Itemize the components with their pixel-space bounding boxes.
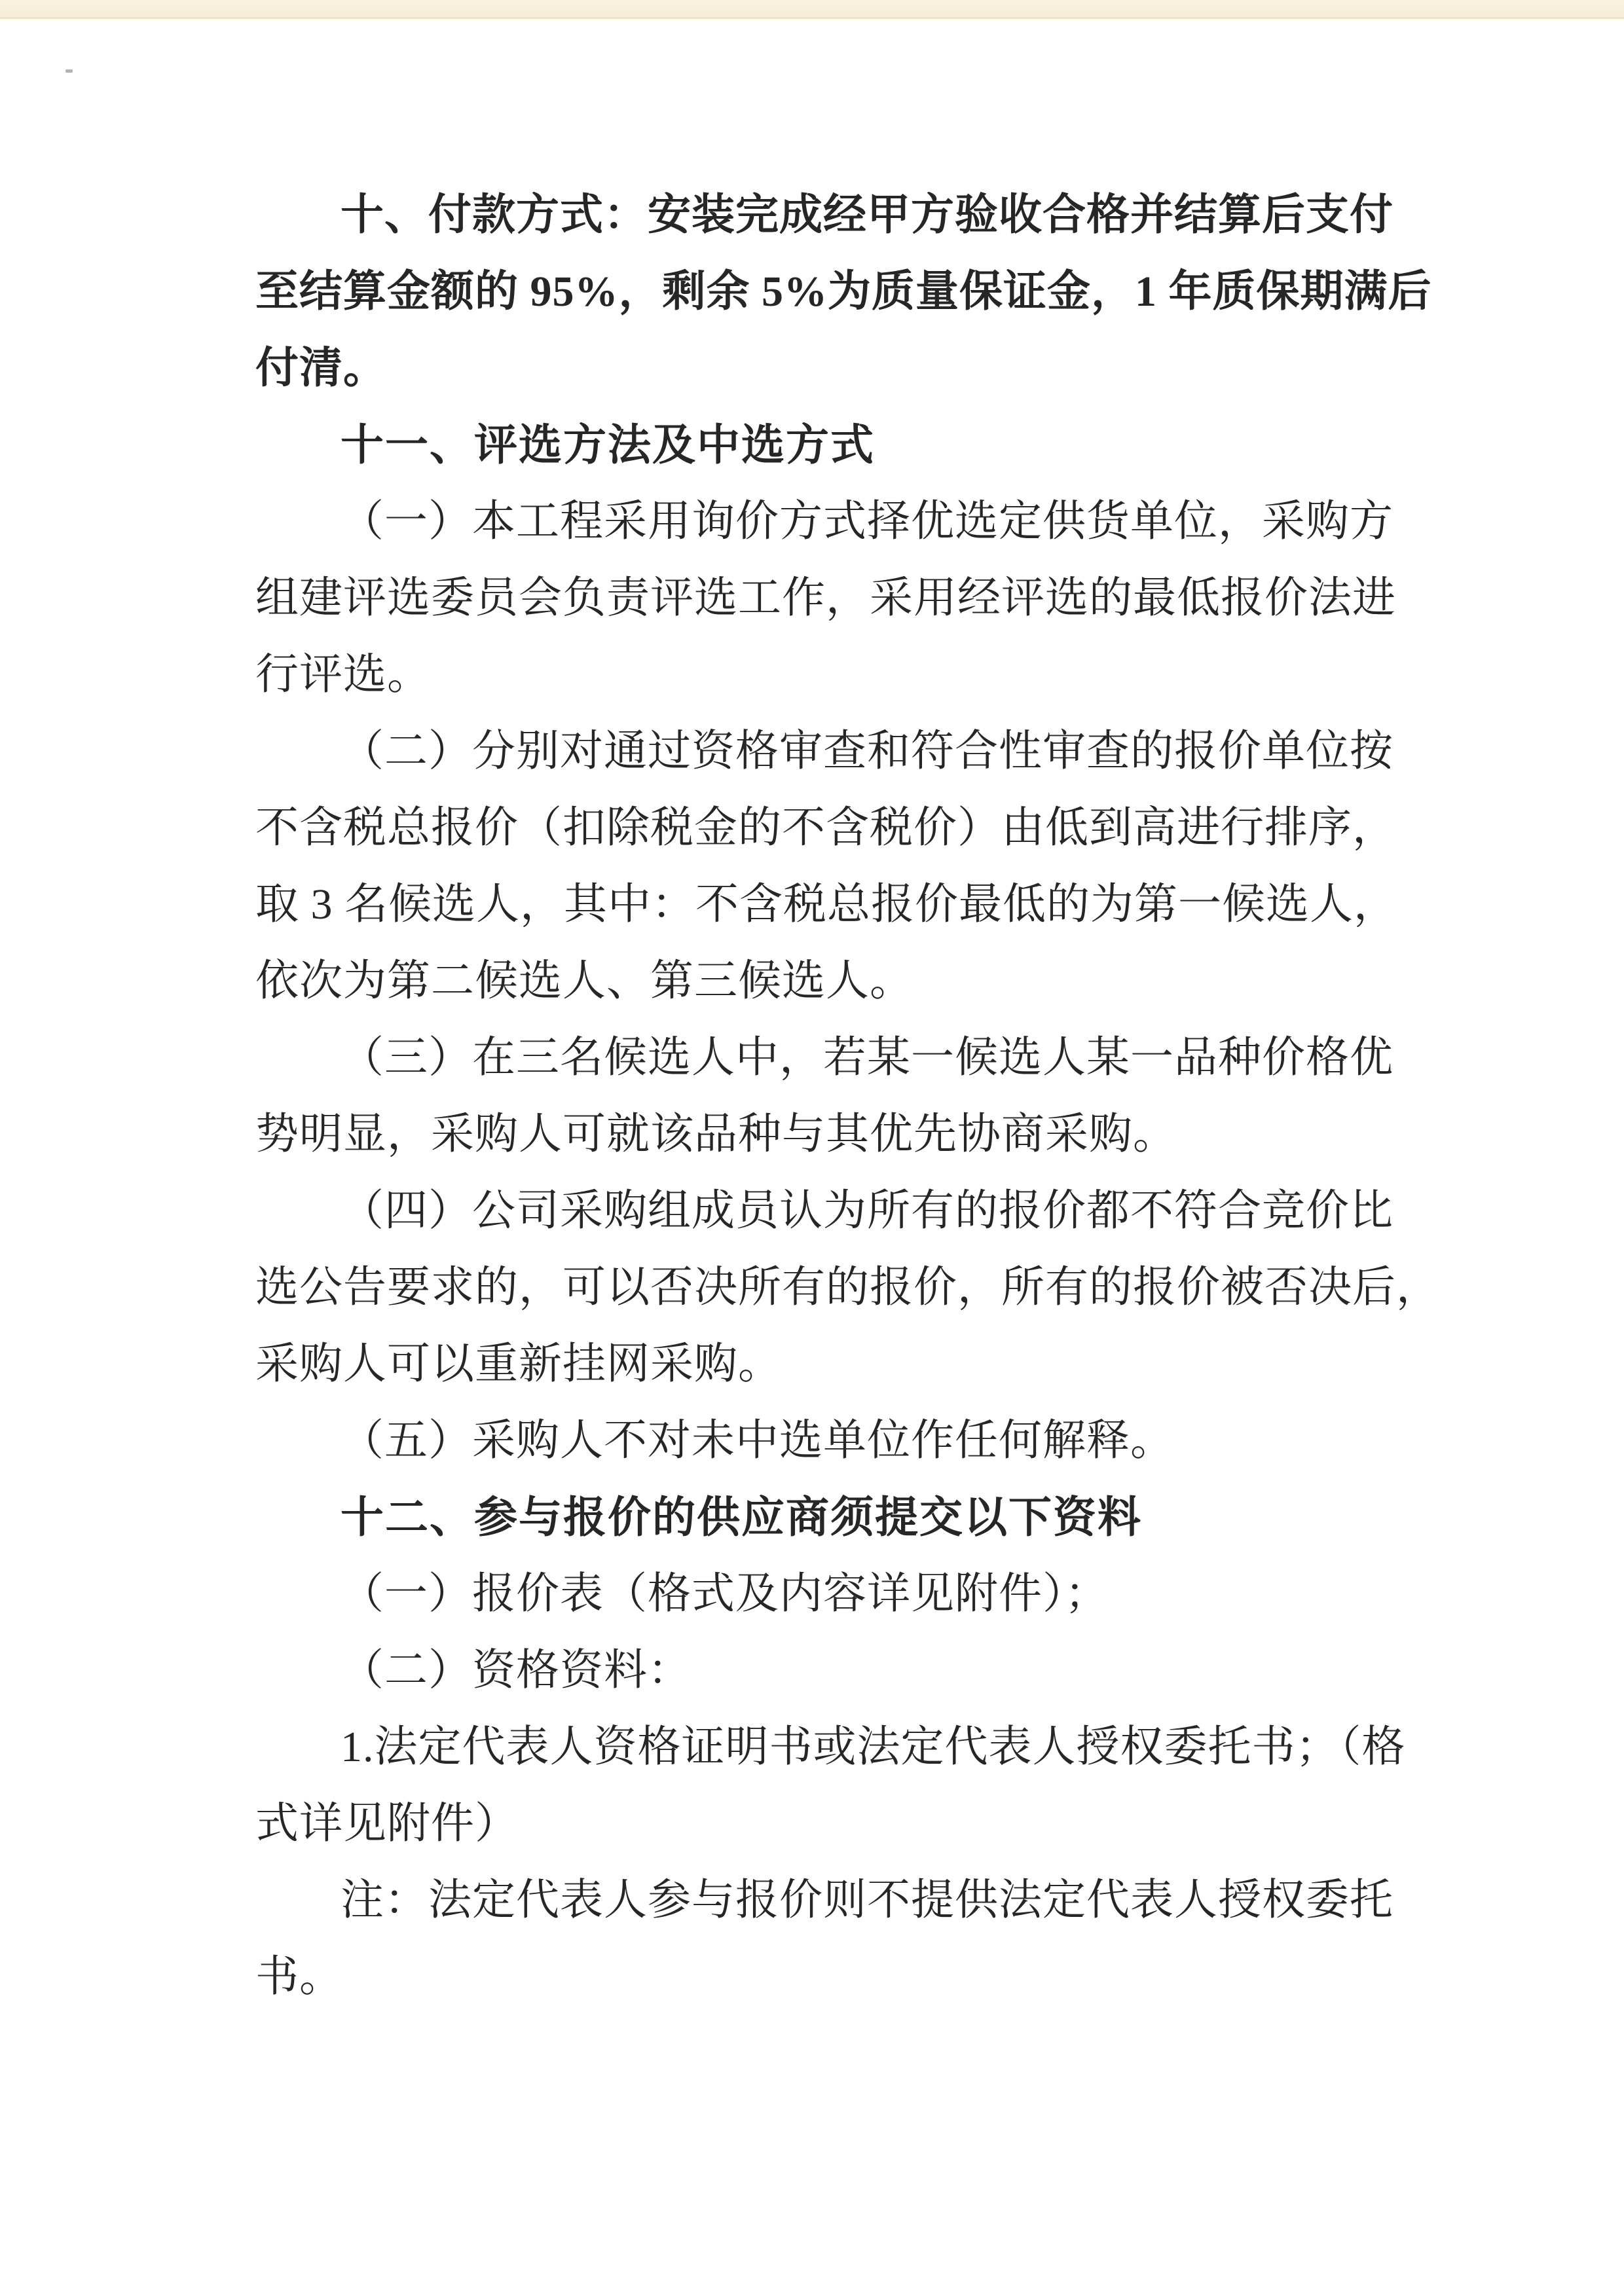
text-line: （二）分别对通过资格审查和符合性审查的报价单位按 (341, 727, 1393, 775)
text-line: （三）在三名候选人中，若某一候选人某一品种价格优 (341, 1034, 1393, 1082)
text-line: 至结算金额的 95%，剩余 5%为质量保证金，1 年质保期满后 (255, 268, 1432, 316)
section-heading: 十一、评选方法及中选方式 (341, 420, 875, 469)
text-line: （二）资格资料： (341, 1647, 692, 1694)
text-line: 注：法定代表人参与报价则不提供法定代表人授权委托 (341, 1876, 1393, 1924)
text-line: 依次为第二候选人、第三候选人。 (255, 957, 913, 1005)
text-line: 不含税总报价（扣除税金的不含税价）由低到高进行排序， (255, 804, 1396, 852)
scan-edge-artifact (0, 0, 1624, 19)
text-line: （一）本工程采用询价方式择优选定供货单位，采购方 (341, 498, 1393, 545)
text-line: 组建评选委员会负责评选工作，采用经评选的最低报价法进 (255, 574, 1396, 622)
document-body (255, 177, 1440, 2015)
text-line: （五）采购人不对未中选单位作任何解释。 (341, 1417, 1174, 1465)
text-line: （四）公司采购组成员认为所有的报价都不符合竞价比 (341, 1187, 1393, 1235)
text-line: 十、付款方式：安装完成经甲方验收合格并结算后支付 (341, 191, 1393, 239)
text-line: 行评选。 (255, 651, 431, 699)
section-heading: 十二、参与报价的供应商须提交以下资料 (341, 1493, 1142, 1541)
text-line: 付清。 (255, 344, 387, 392)
text-line: （一）报价表（格式及内容详见附件）； (341, 1570, 1109, 1618)
scan-speck (65, 69, 73, 73)
text-line: 式详见附件） (255, 1800, 519, 1848)
text-line: 采购人可以重新挂网采购。 (255, 1340, 782, 1388)
text-line: 取 3 名候选人，其中：不含税总报价最低的为第一候选人， (255, 881, 1397, 928)
text-line: 1.法定代表人资格证明书或法定代表人授权委托书；（格 (341, 1723, 1406, 1771)
text-line: 势明显，采购人可就该品种与其优先协商采购。 (255, 1110, 1177, 1158)
text-line: 书。 (255, 1953, 343, 2001)
text-line: 选公告要求的，可以否决所有的报价，所有的报价被否决后， (255, 1264, 1440, 1311)
